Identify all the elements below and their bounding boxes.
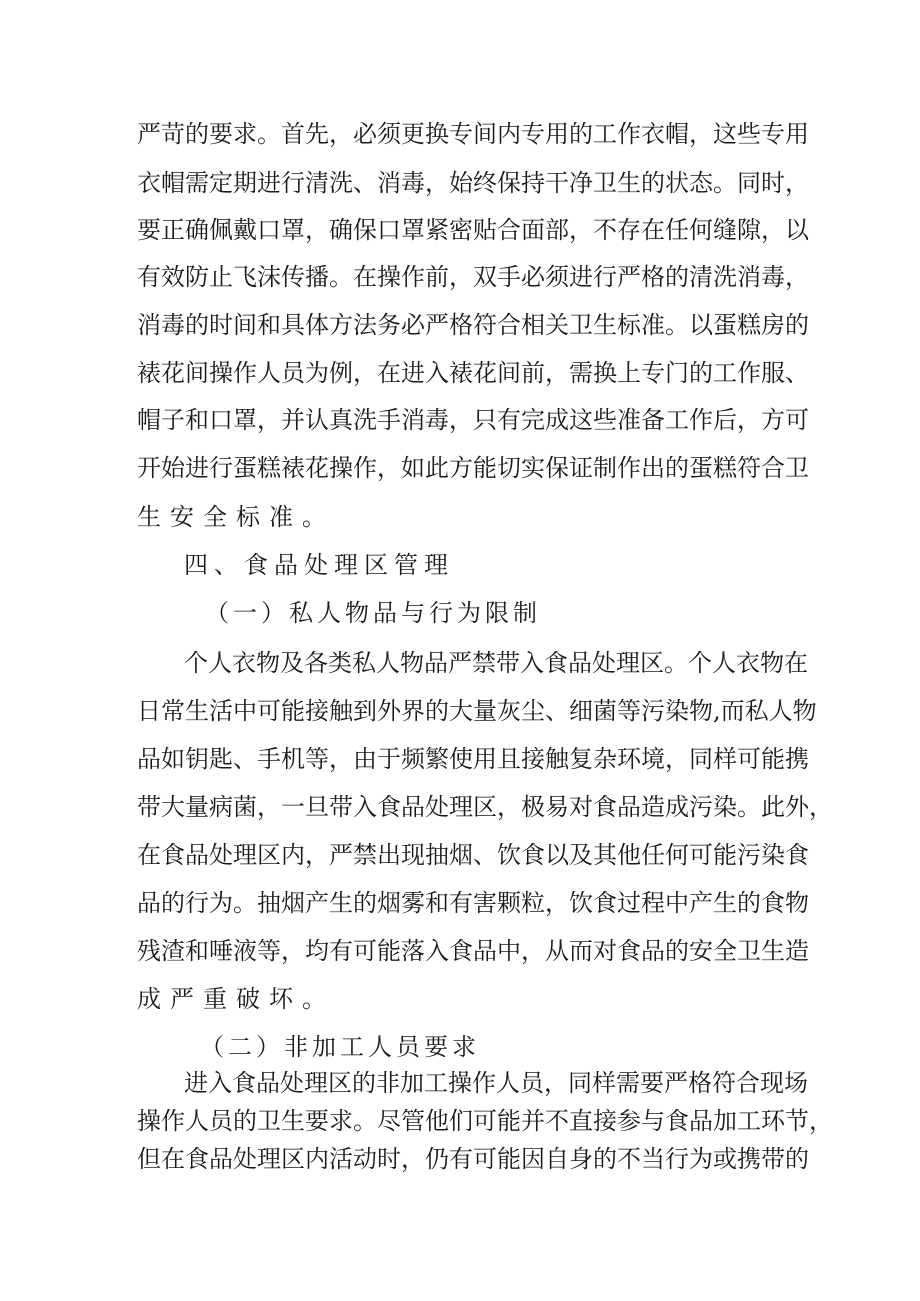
paragraph-line: 裱花间操作人员为例，在进入裱花间前，需换上专门的工作服、	[137, 359, 809, 387]
paragraph-line: 成严重破坏。	[137, 985, 335, 1013]
paragraph-line: 个人衣物及各类私人物品严禁带入食品处理区。个人衣物在	[184, 649, 808, 677]
paragraph-line: 日常生活中可能接触到外界的大量灰尘、细菌等污染物,而私人物	[137, 697, 817, 725]
paragraph-line: 进入食品处理区的非加工操作人员，同样需要严格符合现场	[184, 1069, 808, 1097]
section-heading: 四、食品处理区管理	[184, 551, 454, 579]
subsection-heading: （一）私人物品与行为限制	[205, 599, 541, 627]
paragraph-line: 在食品处理区内，严禁出现抽烟、饮食以及其他任何可能污染食	[137, 841, 809, 869]
paragraph-line: 品如钥匙、手机等，由于频繁使用且接触复杂环境，同样可能携	[137, 745, 809, 773]
paragraph-line: 但在食品处理区内活动时，仍有可能因自身的不当行为或携带的	[137, 1145, 809, 1173]
paragraph-line: 有效防止飞沫传播。在操作前，双手必须进行严格的清洗消毒，	[137, 263, 809, 291]
subsection-heading: （二）非加工人员要求	[200, 1033, 480, 1061]
paragraph-line: 操作人员的卫生要求。尽管他们可能并不直接参与食品加工环节，	[137, 1107, 833, 1135]
paragraph-line: 严苛的要求。首先，必须更换专间内专用的工作衣帽，这些专用	[137, 120, 809, 148]
paragraph-line: 带大量病菌，一旦带入食品处理区，极易对食品造成污染。此外，	[137, 793, 833, 821]
paragraph-line: 残渣和唾液等，均有可能落入食品中，从而对食品的安全卫生造	[137, 937, 809, 965]
paragraph-line: 要正确佩戴口罩，确保口罩紧密贴合面部，不存在任何缝隙，以	[137, 216, 809, 244]
paragraph-line: 开始进行蛋糕裱花操作，如此方能切实保证制作出的蛋糕符合卫	[137, 454, 809, 482]
paragraph-line: 衣帽需定期进行清洗、消毒，始终保持干净卫生的状态。同时，	[137, 169, 809, 197]
paragraph-line: 生安全标准。	[137, 503, 335, 531]
paragraph-line: 帽子和口罩，并认真洗手消毒，只有完成这些准备工作后，方可	[137, 406, 809, 434]
paragraph-line: 消毒的时间和具体方法务必严格符合相关卫生标准。以蛋糕房的	[137, 311, 809, 339]
paragraph-line: 品的行为。抽烟产生的烟雾和有害颗粒，饮食过程中产生的食物	[137, 889, 809, 917]
